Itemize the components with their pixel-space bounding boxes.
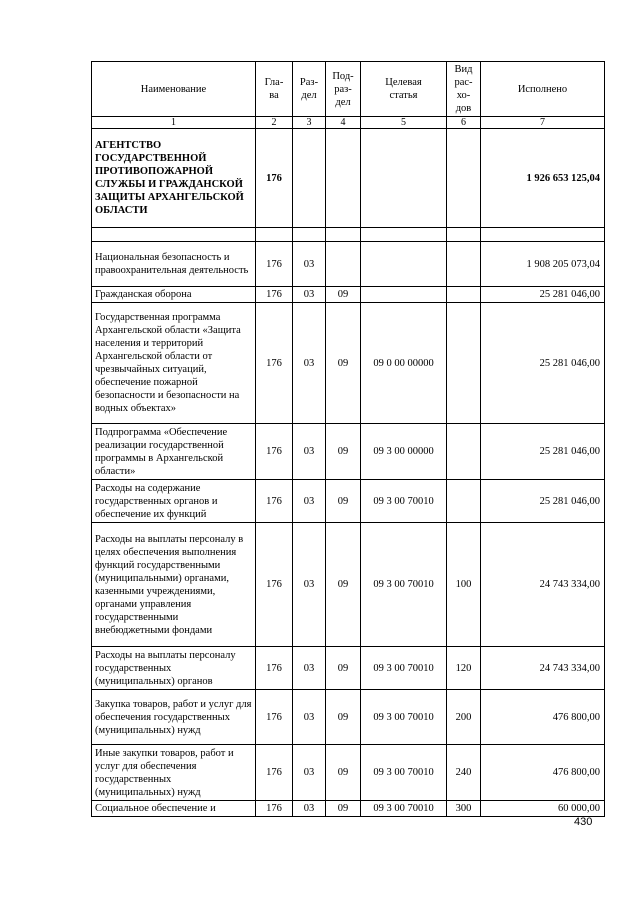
header-glava: Гла- ва <box>256 62 293 117</box>
header-amount: Исполнено <box>481 62 605 117</box>
row-name: Государственная программа Архангельской области «Защита населения и территорий Архангельской области от чрезвычайных ситуаций, обеспечение пожарной безопасности и безопасности на водных объектах» <box>92 303 256 424</box>
row-podrazdel <box>326 129 361 228</box>
row-glava <box>256 228 293 242</box>
column-number: 6 <box>447 117 481 129</box>
row-amount: 24 743 334,00 <box>481 523 605 647</box>
row-glava: 176 <box>256 801 293 817</box>
row-statya: 09 3 00 70010 <box>361 745 447 801</box>
table-row <box>92 424 605 480</box>
row-vid <box>447 242 481 287</box>
header-vid: Вид рас- хо- дов <box>447 62 481 117</box>
row-name: Расходы на содержание государственных органов и обеспечение их функций <box>92 480 256 523</box>
row-podrazdel: 09 <box>326 480 361 523</box>
row-razdel <box>293 228 326 242</box>
row-podrazdel <box>326 242 361 287</box>
row-vid <box>447 303 481 424</box>
table-row <box>92 228 605 242</box>
table-row <box>92 745 605 801</box>
row-vid: 300 <box>447 801 481 817</box>
row-glava: 176 <box>256 745 293 801</box>
page-number: 430 <box>574 816 593 828</box>
table-row <box>92 801 605 817</box>
row-glava: 176 <box>256 303 293 424</box>
table-row <box>92 303 605 424</box>
row-podrazdel: 09 <box>326 801 361 817</box>
row-podrazdel: 09 <box>326 303 361 424</box>
row-name: Расходы на выплаты персоналу государственных (муниципальных) органов <box>92 647 256 690</box>
budget-table <box>91 61 605 817</box>
row-glava: 176 <box>256 242 293 287</box>
row-name: Социальное обеспечение и <box>92 801 256 817</box>
row-glava: 176 <box>256 690 293 745</box>
row-podrazdel <box>326 228 361 242</box>
row-glava: 176 <box>256 424 293 480</box>
row-razdel: 03 <box>293 745 326 801</box>
row-statya <box>361 228 447 242</box>
row-statya: 09 3 00 00000 <box>361 424 447 480</box>
row-amount: 476 800,00 <box>481 745 605 801</box>
row-razdel: 03 <box>293 801 326 817</box>
header-name: Наименование <box>92 62 256 117</box>
row-name: Гражданская оборона <box>92 287 256 303</box>
row-podrazdel: 09 <box>326 690 361 745</box>
header-statya: Целевая статья <box>361 62 447 117</box>
row-glava: 176 <box>256 287 293 303</box>
row-statya: 09 3 00 70010 <box>361 523 447 647</box>
row-statya: 09 3 00 70010 <box>361 647 447 690</box>
header-row <box>92 62 605 117</box>
row-statya <box>361 287 447 303</box>
row-vid <box>447 129 481 228</box>
column-number: 7 <box>481 117 605 129</box>
column-number: 5 <box>361 117 447 129</box>
row-amount: 25 281 046,00 <box>481 480 605 523</box>
table-row <box>92 287 605 303</box>
row-amount: 24 743 334,00 <box>481 647 605 690</box>
table-row <box>92 480 605 523</box>
row-glava: 176 <box>256 647 293 690</box>
row-podrazdel: 09 <box>326 745 361 801</box>
table-row <box>92 129 605 228</box>
row-amount: 476 800,00 <box>481 690 605 745</box>
row-podrazdel: 09 <box>326 647 361 690</box>
row-razdel: 03 <box>293 647 326 690</box>
row-glava: 176 <box>256 129 293 228</box>
row-razdel: 03 <box>293 303 326 424</box>
row-amount: 1 908 205 073,04 <box>481 242 605 287</box>
column-number: 1 <box>92 117 256 129</box>
row-name: Расходы на выплаты персоналу в целях обеспечения выполнения функций государственными (муниципальными) органами, казенными учреждениями, органами управления государственными внебюджетными фондами <box>92 523 256 647</box>
header-podrazdel: Под- раз- дел <box>326 62 361 117</box>
row-name <box>92 228 256 242</box>
row-vid <box>447 480 481 523</box>
row-vid: 120 <box>447 647 481 690</box>
row-podrazdel: 09 <box>326 424 361 480</box>
row-statya: 09 0 00 00000 <box>361 303 447 424</box>
row-vid <box>447 287 481 303</box>
row-razdel: 03 <box>293 523 326 647</box>
row-podrazdel: 09 <box>326 523 361 647</box>
row-vid: 240 <box>447 745 481 801</box>
row-statya: 09 3 00 70010 <box>361 690 447 745</box>
row-statya: 09 3 00 70010 <box>361 801 447 817</box>
column-number: 2 <box>256 117 293 129</box>
row-glava: 176 <box>256 480 293 523</box>
row-amount: 25 281 046,00 <box>481 424 605 480</box>
table-row <box>92 242 605 287</box>
row-amount: 25 281 046,00 <box>481 303 605 424</box>
row-amount: 25 281 046,00 <box>481 287 605 303</box>
row-razdel: 03 <box>293 480 326 523</box>
row-vid <box>447 228 481 242</box>
row-razdel: 03 <box>293 242 326 287</box>
row-name: Закупка товаров, работ и услуг для обеспечения государственных (муниципальных) нужд <box>92 690 256 745</box>
column-number-row <box>92 117 605 129</box>
row-statya: 09 3 00 70010 <box>361 480 447 523</box>
table-row <box>92 690 605 745</box>
row-vid <box>447 424 481 480</box>
row-razdel <box>293 129 326 228</box>
row-glava: 176 <box>256 523 293 647</box>
row-statya <box>361 242 447 287</box>
column-number: 4 <box>326 117 361 129</box>
row-name: Национальная безопасность и правоохранительная деятельность <box>92 242 256 287</box>
row-podrazdel: 09 <box>326 287 361 303</box>
row-amount <box>481 228 605 242</box>
row-razdel: 03 <box>293 690 326 745</box>
row-razdel: 03 <box>293 424 326 480</box>
row-amount: 1 926 653 125,04 <box>481 129 605 228</box>
row-amount: 60 000,00 <box>481 801 605 817</box>
column-number: 3 <box>293 117 326 129</box>
table-row <box>92 523 605 647</box>
row-statya <box>361 129 447 228</box>
row-name: Подпрограмма «Обеспечение реализации государственной программы в Архангельской области» <box>92 424 256 480</box>
row-razdel: 03 <box>293 287 326 303</box>
header-razdel: Раз- дел <box>293 62 326 117</box>
row-vid: 100 <box>447 523 481 647</box>
row-name: Иные закупки товаров, работ и услуг для обеспечения государственных (муниципальных) нужд <box>92 745 256 801</box>
row-name: АГЕНТСТВО ГОСУДАРСТВЕННОЙ ПРОТИВОПОЖАРНОЙ СЛУЖБЫ И ГРАЖДАНСКОЙ ЗАЩИТЫ АРХАНГЕЛЬСКОЙ ОБЛАСТИ <box>92 129 256 228</box>
table-row <box>92 647 605 690</box>
row-vid: 200 <box>447 690 481 745</box>
